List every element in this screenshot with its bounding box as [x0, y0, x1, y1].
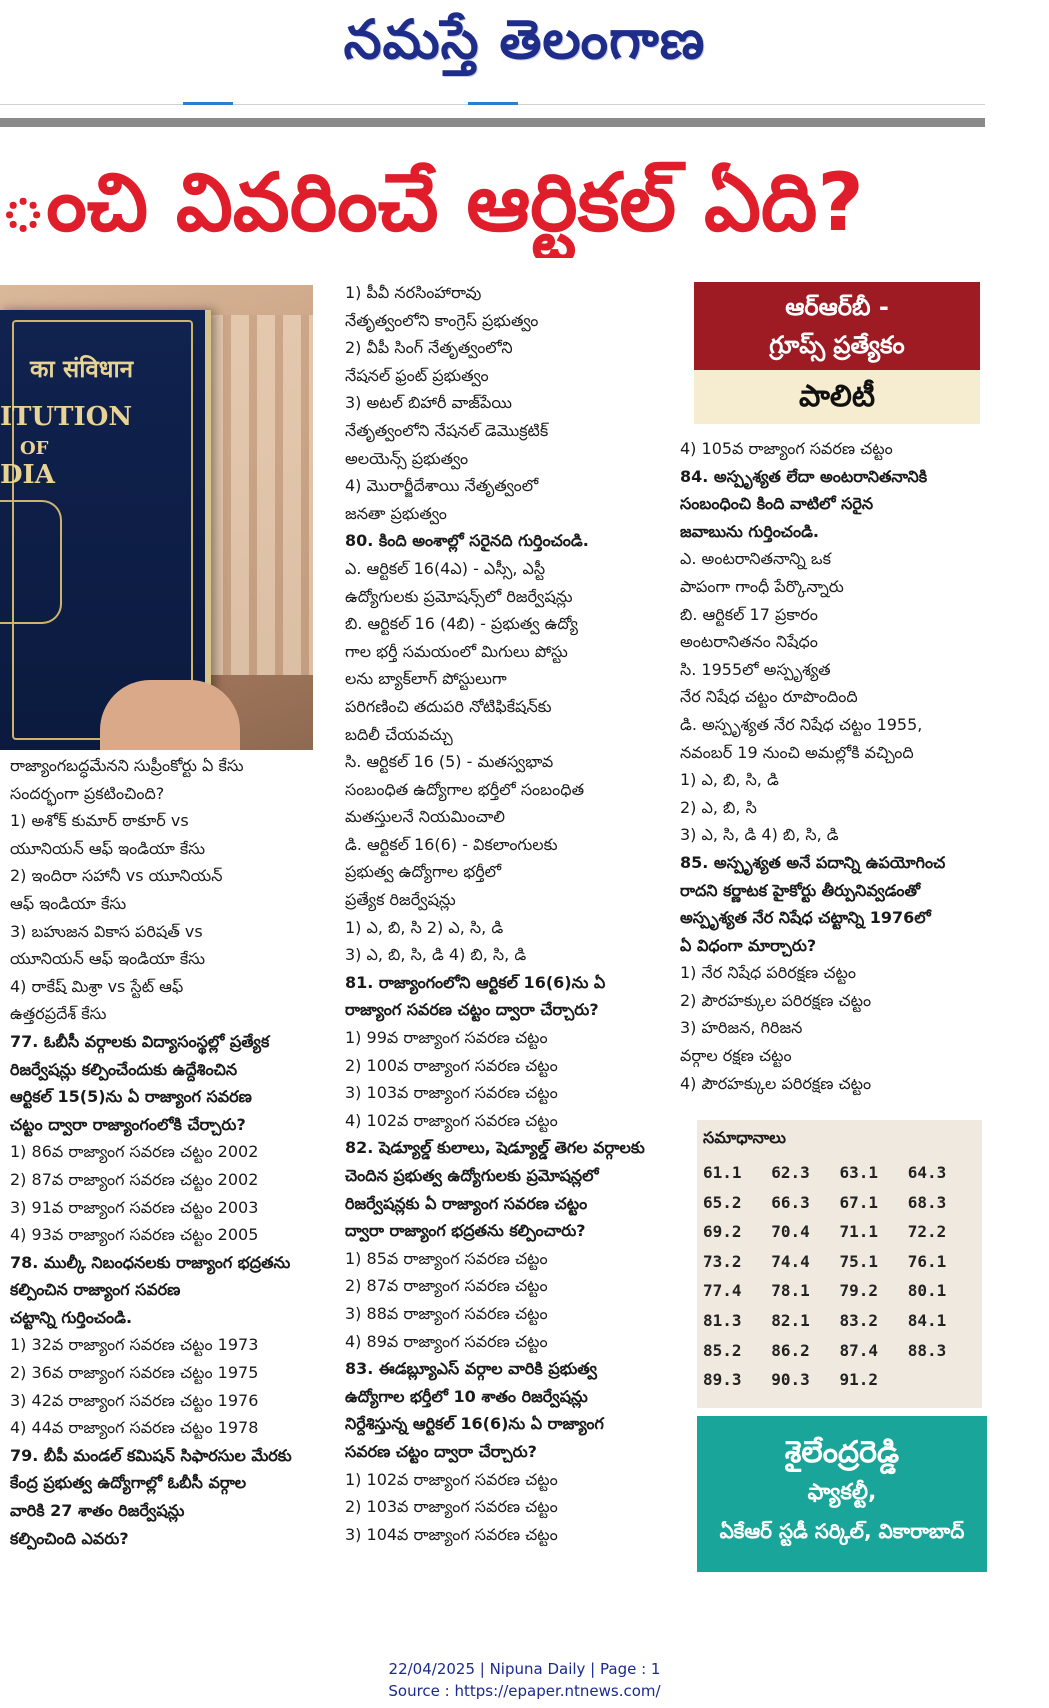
text-line: 4) రాకేష్ మిశ్రా vs స్టేట్ ఆఫ్	[10, 976, 184, 996]
text-line: కేంద్ర ప్రభుత్వ ఉద్యోగాల్లో ఓబీసీ వర్గాల	[10, 1473, 247, 1493]
text-line: అస్పృశ్యత నేర నిషేధ చట్టాన్ని 1976లో	[680, 908, 931, 928]
text-line: మతస్తులనే నియమించాలి	[345, 807, 506, 827]
text-line: 2) 87వ రాజ్యాంగ సవరణ చట్టం	[345, 1276, 548, 1296]
text-line: 1) పీవీ నరసింహారావు	[345, 283, 482, 302]
answers-box	[697, 1120, 982, 1408]
answer-item: 90.3	[771, 1370, 810, 1390]
answers-heading: సమాధానాలు	[703, 1128, 786, 1147]
text-line: చెందిన ప్రభుత్వ ఉద్యోగులకు ప్రమోషన్లలో	[345, 1166, 599, 1185]
answer-item: 79.2	[839, 1281, 879, 1301]
text-line: ఎ. అంటరానితనాన్ని ఒక	[680, 549, 831, 569]
text-line: 1) 85వ రాజ్యాంగ సవరణ చట్టం	[345, 1248, 548, 1268]
text-line: 1) 86వ రాజ్యాంగ సవరణ చట్టం 2002	[10, 1142, 259, 1162]
masthead-logo: నమస్తే తెలంగాణ	[343, 8, 706, 71]
answer-item: 87.4	[839, 1340, 879, 1360]
answer-item: 69.2	[703, 1222, 742, 1242]
answer-item: 70.4	[771, 1222, 810, 1242]
text-line: సి. 1955లో అస్పృశ్యత	[680, 659, 831, 679]
answer-item: 72.2	[907, 1222, 947, 1242]
text-line: 3) బహుజన వికాస పరిషత్ vs	[10, 921, 203, 941]
text-line: 81. రాజ్యాంగంలోని ఆర్టికల్ 16(6)ను ఏ	[345, 972, 606, 992]
answer-item: 81.3	[703, 1310, 742, 1330]
text-line: 3) అటల్ బిహారీ వాజ్‌పేయి	[345, 393, 512, 413]
answer-item: 62.3	[771, 1163, 810, 1182]
text-line: సంబంధిత ఉద్యోగాల భర్తీలో సంబంధిత	[345, 779, 585, 799]
emblem-icon	[0, 500, 62, 624]
text-line: కల్పించిన రాజ్యాంగ సవరణ	[10, 1280, 181, 1300]
text-line: 83. ఈడబ్ల్యూఎస్ వర్గాల వారికి ప్రభుత్వ	[345, 1359, 597, 1379]
text-line: 3) 103వ రాజ్యాంగ సవరణ చట్టం	[345, 1083, 558, 1103]
text-line: 85. అస్పృశ్యత అనే పదాన్ని ఉపయోగించ	[680, 852, 946, 872]
text-line: 2) 100వ రాజ్యాంగ సవరణ చట్టం	[345, 1055, 558, 1075]
text-line: 3) 104వ రాజ్యాంగ సవరణ చట్టం	[345, 1524, 558, 1544]
text-line: 3) ఎ, సి, డి 4) బి, సి, డి	[680, 825, 839, 845]
text-line: జవాబును గుర్తించండి.	[680, 521, 819, 541]
text-line: గాల భర్తీ సమయంలో మిగులు పోస్టు	[345, 641, 568, 661]
answer-item: 84.1	[907, 1310, 947, 1330]
answer-item: 85.2	[703, 1340, 742, 1360]
text-line: రిజర్వేషన్లకు ఏ రాజ్యాంగ సవరణ చట్టం	[345, 1193, 588, 1213]
text-line: 1) ఎ, బి, సి 2) ఎ, సి, డి	[345, 917, 504, 937]
answer-item: 65.2	[703, 1192, 742, 1212]
text-line: పరిగణించి తదుపరి నోటిఫికేషన్‌కు	[345, 696, 552, 716]
rrb-groups-badge	[694, 282, 980, 370]
text-line: 3) 91వ రాజ్యాంగ సవరణ చట్టం 2003	[10, 1197, 259, 1217]
text-line: ప్రభుత్వ ఉద్యోగాల భర్తీలో	[345, 862, 502, 882]
text-line: అంటరానితనం నిషేధం	[680, 632, 818, 652]
text-line: 2) ఎ, బి, సి	[680, 797, 757, 817]
text-line: సి. ఆర్టికల్ 16 (5) - మతస్వభావ	[345, 752, 554, 772]
text-line: 77. ఓబీసీ వర్గాలకు విద్యాసంస్థల్లో ప్రత్యేక	[10, 1031, 270, 1051]
answer-item: 73.2	[703, 1251, 742, 1271]
text-line: 80. కింది అంశాల్లో సరైనది గుర్తించండి.	[345, 531, 589, 551]
text-line: సంబంధించి కింది వాటిలో సరైన	[680, 494, 874, 514]
answer-item: 66.3	[771, 1192, 810, 1212]
text-line: 3) 88వ రాజ్యాంగ సవరణ చట్టం	[345, 1303, 548, 1323]
book-title-line: ITUTION	[0, 402, 133, 432]
column-middle	[345, 279, 660, 1548]
text-line: చట్టాన్ని గుర్తించండి.	[10, 1307, 133, 1327]
text-line: యూనియన్ ఆఫ్ ఇండియా కేసు	[10, 838, 206, 858]
text-line: 2) పౌరహక్కుల పరిరక్షణ చట్టం	[680, 990, 872, 1010]
text-line: సందర్భంగా ప్రకటించింది?	[10, 783, 165, 803]
answer-item: 71.1	[839, 1222, 879, 1242]
text-line: 2) ఇందిరా సహానీ vs యూనియన్	[10, 866, 223, 886]
text-line: పాపంగా గాంధీ పేర్కొన్నారు	[680, 576, 844, 596]
text-line: ఉద్యోగులకు ప్రమోషన్స్‌లో రిజర్వేషన్లు	[345, 586, 573, 606]
text-line: 2) 103వ రాజ్యాంగ సవరణ చట్టం	[345, 1497, 558, 1517]
answer-item: 89.3	[703, 1370, 742, 1390]
constitution-photo	[0, 285, 313, 750]
badge-line1: ఆర్ఆర్‌బీ -	[785, 293, 889, 321]
answer-item: 91.2	[839, 1370, 879, 1390]
hand	[100, 680, 240, 750]
text-line: 2) 36వ రాజ్యాంగ సవరణ చట్టం 1975	[10, 1363, 259, 1383]
answer-item: 82.1	[771, 1310, 810, 1330]
text-line: లను బ్యాక్‌లాగ్ పోస్టులుగా	[345, 669, 507, 689]
text-line: 82. షెడ్యూల్డ్ కులాలు, షెడ్యూల్డ్ తెగల వర్గాలకు	[345, 1138, 645, 1158]
section-rule	[0, 118, 985, 127]
text-line: 1) ఎ, బి, సి, డి	[680, 770, 779, 790]
text-line: 1) అశోక్ కుమార్ ఠాకూర్ vs	[10, 811, 189, 831]
accent-tick-left	[183, 102, 233, 105]
text-line: రిజర్వేషన్లు కల్పించేందుకు ఉద్దేశించిన	[10, 1059, 238, 1079]
author-name: శైలేంద్రరెడ్డి	[784, 1435, 900, 1470]
author-org: ఏకేఆర్ స్టడీ సర్కిల్, వికారాబాద్	[719, 1519, 965, 1543]
text-line: ప్రత్యేక రిజర్వేషన్లు	[345, 890, 456, 910]
column-left	[10, 752, 320, 1552]
book-title-of: OF	[20, 438, 49, 459]
answers-grid	[697, 1158, 982, 1395]
text-line: నవంబర్ 19 నుంచి అమల్లోకి వచ్చింది	[680, 742, 914, 762]
text-line: 4) 93వ రాజ్యాంగ సవరణ చట్టం 2005	[10, 1225, 259, 1245]
answer-item: 76.1	[907, 1251, 947, 1271]
text-line: 1) నేర నిషేధ పరిరక్షణ చట్టం	[680, 963, 856, 983]
answer-item: 74.4	[771, 1251, 810, 1271]
text-line: 1) 102వ రాజ్యాంగ సవరణ చట్టం	[345, 1469, 558, 1489]
text-line: డి. ఆర్టికల్ 16(6) - వికలాంగులకు	[345, 834, 558, 854]
answer-item: 86.2	[771, 1340, 810, 1360]
text-line: రాజ్యాంగ సవరణ చట్టం ద్వారా చేర్చారు?	[345, 1000, 599, 1020]
text-line: ఉత్తరప్రదేశ్ కేసు	[10, 1004, 107, 1024]
answer-item: 88.3	[907, 1340, 947, 1360]
text-line: జనతా ప్రభుత్వం	[345, 503, 447, 523]
text-line: నేతృత్వంలోని నేషనల్ డెమొక్రటిక్	[345, 420, 549, 440]
text-line: 84. అస్పృశ్యత లేదా అంటరానితనానికి	[680, 466, 928, 486]
text-line: బి. ఆర్టికల్ 17 ప్రకారం	[680, 604, 818, 624]
subject-label: పాలిటీ	[694, 370, 980, 424]
text-line: ఏ విధంగా మార్చారు?	[680, 935, 817, 955]
text-line: చట్టం ద్వారా రాజ్యాంగంలోకి చేర్చారు?	[10, 1114, 246, 1134]
answer-item: 67.1	[839, 1192, 879, 1212]
accent-tick-right	[468, 102, 518, 105]
text-line: బదిలీ చేయవచ్చు	[345, 724, 453, 744]
text-line: 4) పౌరహక్కుల పరిరక్షణ చట్టం	[680, 1073, 872, 1093]
text-line: నేషనల్ ఫ్రంట్ ప్రభుత్వం	[345, 365, 489, 385]
answer-item: 61.1	[703, 1163, 742, 1182]
text-line: ఆర్టికల్ 15(5)ను ఏ రాజ్యాంగ సవరణ	[10, 1087, 252, 1107]
text-line: 2) 87వ రాజ్యాంగ సవరణ చట్టం 2002	[10, 1169, 259, 1189]
badge-line2: గ్రూప్స్ ప్రత్యేకం	[769, 331, 905, 359]
text-line: 4) 89వ రాజ్యాంగ సవరణ చట్టం	[345, 1331, 548, 1351]
answer-item: 78.1	[771, 1281, 810, 1301]
headline: ంచి వివరించే ఆర్టికల్ ఏది?	[0, 156, 864, 249]
text-line: సవరణ చట్టం ద్వారా చేర్చారు?	[345, 1441, 537, 1461]
answer-item: 68.3	[907, 1192, 947, 1212]
text-line: 3) హరిజన, గిరిజన	[680, 1018, 803, 1038]
answer-item: 64.3	[907, 1163, 947, 1182]
text-line: 79. బీపీ మండల్ కమిషన్ సిఫారసుల మేరకు	[10, 1445, 292, 1465]
text-line: యూనియన్ ఆఫ్ ఇండియా కేసు	[10, 949, 206, 969]
text-line: నిర్దేశిస్తున్న ఆర్టికల్ 16(6)ను ఏ రాజ్యాంగ	[345, 1414, 604, 1434]
text-line: ఆఫ్ ఇండియా కేసు	[10, 893, 127, 913]
footer-date-line: 22/04/2025 | Nipuna Daily | Page : 1	[388, 1660, 661, 1678]
footer-source-line: Source : https://epaper.ntnews.com/	[388, 1682, 661, 1700]
text-line: 3) 42వ రాజ్యాంగ సవరణ చట్టం 1976	[10, 1390, 259, 1410]
text-line: 1) 99వ రాజ్యాంగ సవరణ చట్టం	[345, 1028, 548, 1048]
text-line: అలయెన్స్ ప్రభుత్వం	[345, 448, 469, 468]
text-line: 2) వీపీ సింగ్ నేతృత్వంలోని	[345, 338, 513, 358]
footer	[0, 1658, 1049, 1702]
book-title-hindi: का संविधान	[30, 354, 134, 383]
text-line: 4) మొరార్జీదేశాయి నేతృత్వంలో	[345, 476, 539, 496]
masthead	[0, 0, 1049, 80]
text-line: 4) 44వ రాజ్యాంగ సవరణ చట్టం 1978	[10, 1418, 259, 1438]
text-line: డి. అస్పృశ్యత నేర నిషేధ చట్టం 1955,	[680, 714, 923, 734]
text-line: రాజ్యాంగబద్ధమేనని సుప్రీంకోర్టు ఏ కేసు	[10, 756, 244, 775]
answer-item: 75.1	[839, 1251, 879, 1271]
text-line: 4) 102వ రాజ్యాంగ సవరణ చట్టం	[345, 1110, 558, 1130]
answer-item: 83.2	[839, 1310, 879, 1330]
text-line: ఎ. ఆర్టికల్ 16(4ఎ) - ఎస్సీ, ఎస్టీ	[345, 558, 546, 578]
text-line: కల్పించింది ఎవరు?	[10, 1528, 129, 1548]
text-line: నేతృత్వంలోని కాంగ్రెస్ ప్రభుత్వం	[345, 310, 539, 330]
text-line: బి. ఆర్టికల్ 16 (4బి) - ప్రభుత్వ ఉద్యో	[345, 614, 578, 634]
answer-item: 63.1	[839, 1163, 879, 1182]
text-line: నేర నిషేధ చట్టం రూపొందింది	[680, 687, 858, 707]
answer-item: 77.4	[703, 1281, 742, 1301]
text-line: ద్వారా రాజ్యాంగ భద్రతను కల్పించారు?	[345, 1221, 586, 1241]
column-right	[680, 435, 980, 1097]
book-title-dia: DIA	[0, 460, 55, 490]
text-line: 4) 105వ రాజ్యాంగ సవరణ చట్టం	[680, 439, 893, 458]
text-line: రాదని కర్ణాటక హైకోర్టు తీర్పునివ్వడంతో	[680, 880, 921, 900]
text-line: 1) 32వ రాజ్యాంగ సవరణ చట్టం 1973	[10, 1335, 259, 1355]
author-box	[697, 1416, 987, 1572]
answer-item: 80.1	[907, 1281, 947, 1301]
text-line: ఉద్యోగాల భర్తీలో 10 శాతం రిజర్వేషన్లు	[345, 1386, 588, 1406]
text-line: 3) ఎ, బి, సి, డి 4) బి, సి, డి	[345, 945, 527, 965]
author-role: ఫ్యాకల్టీ,	[807, 1480, 877, 1505]
text-line: 78. ముల్కీ నిబంధనలకు రాజ్యాంగ భద్రతను	[10, 1252, 291, 1272]
text-line: వారికి 27 శాతం రిజర్వేషన్లు	[10, 1501, 185, 1521]
text-line: వర్గాల రక్షణ చట్టం	[680, 1046, 792, 1066]
